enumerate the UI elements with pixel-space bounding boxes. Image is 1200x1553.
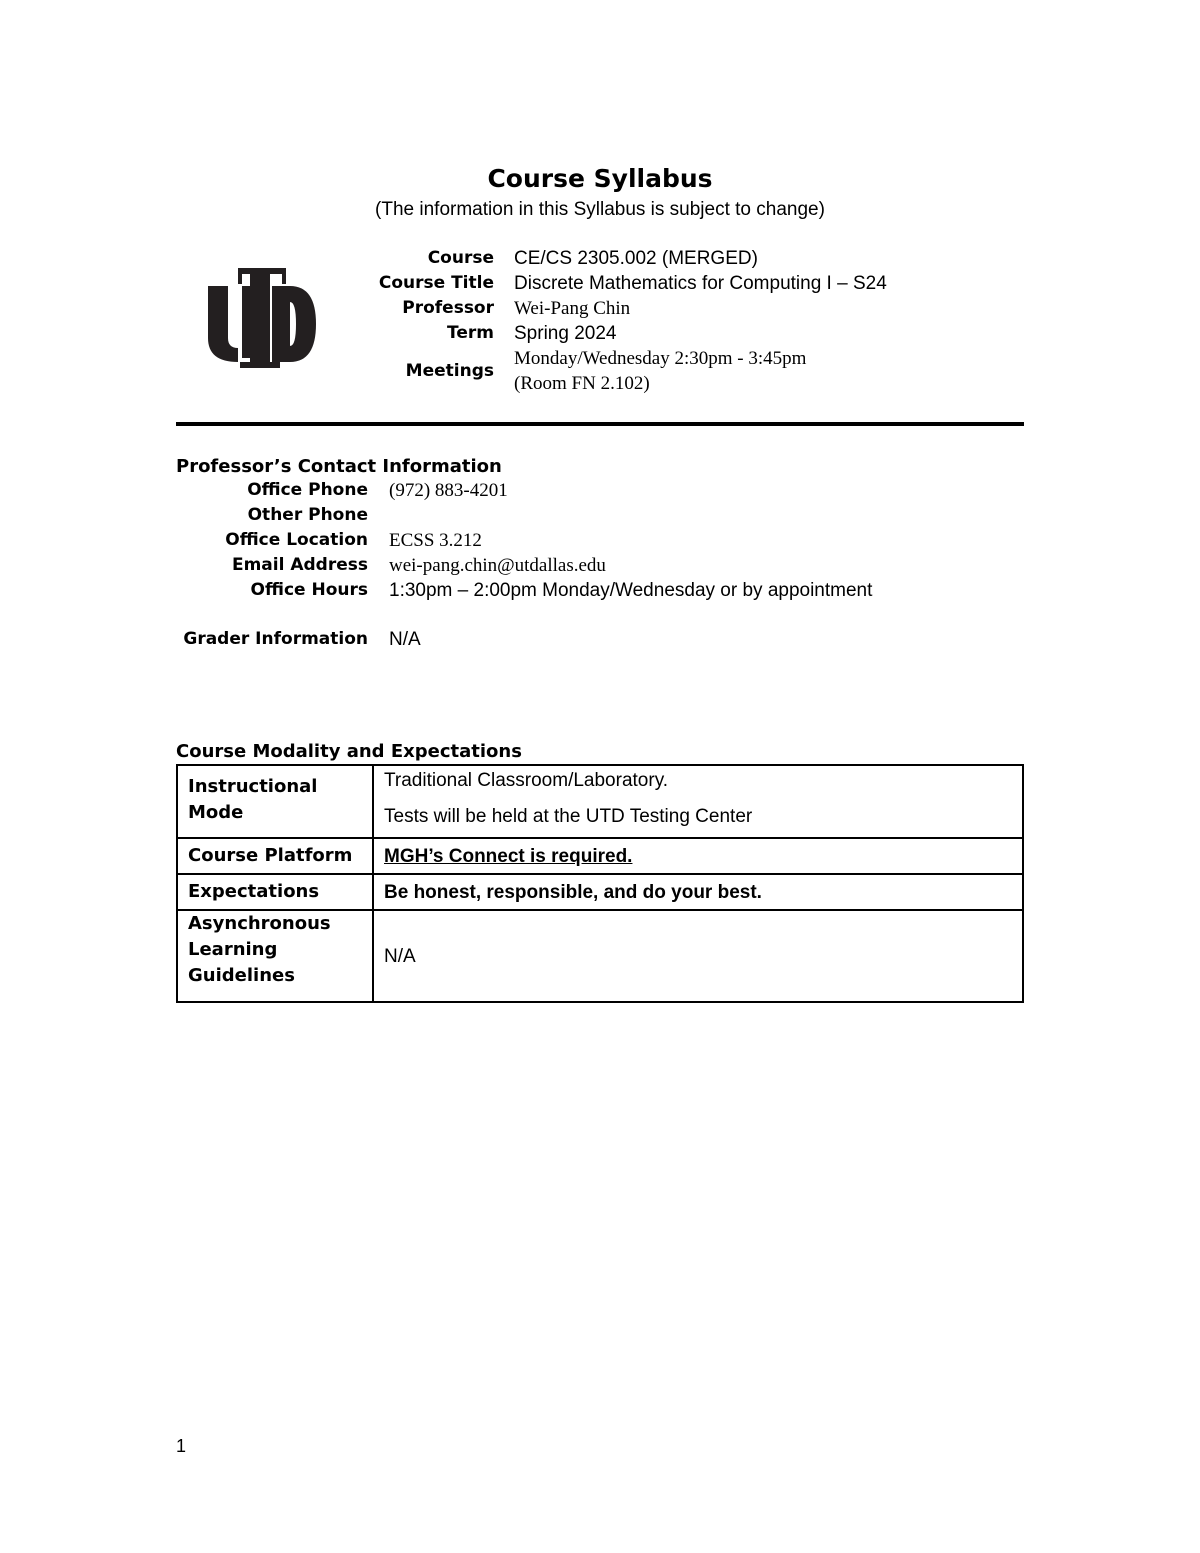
term-value: Spring 2024 — [514, 323, 617, 344]
modality-table — [176, 764, 1024, 1003]
page-number: 1 — [176, 1436, 187, 1456]
table-row — [177, 838, 1023, 874]
office-hours-value: 1:30pm – 2:00pm Monday/Wednesday or by appointment — [389, 580, 873, 601]
meetings-label — [300, 346, 494, 396]
office-location-value: ECSS 3.212 — [389, 530, 482, 551]
expectations-value-cell — [373, 874, 1023, 910]
office-phone-label: Office Phone — [247, 480, 368, 500]
instructional-mode-line1: Traditional Classroom/Laboratory. — [384, 770, 669, 791]
term-label: Term — [447, 323, 494, 343]
course-info-block — [300, 246, 1014, 396]
table-row — [177, 765, 1023, 838]
contact-heading: Professor’s Contact Information — [176, 456, 502, 477]
office-phone-value: (972) 883-4201 — [389, 480, 508, 501]
table-row — [177, 874, 1023, 910]
course-label: Course — [427, 248, 494, 268]
meetings-label-text: Meetings — [405, 360, 494, 381]
contact-block — [176, 478, 989, 603]
table-row — [177, 910, 1023, 1002]
instructional-mode-label: Instructional Mode — [177, 765, 373, 838]
grader-value: N/A — [389, 629, 421, 650]
horizontal-divider — [176, 422, 1024, 426]
page-subtitle: (The information in this Syllabus is subject to change) — [375, 199, 825, 220]
professor-value: Wei-Pang Chin — [514, 298, 631, 319]
other-phone-value — [389, 503, 989, 528]
course-value: CE/CS 2305.002 (MERGED) — [514, 248, 758, 269]
instructional-mode-line2: Tests will be held at the UTD Testing Center — [384, 806, 753, 827]
platform-value-cell — [373, 838, 1023, 874]
async-value: N/A — [373, 910, 1023, 1002]
async-label: Asynchronous Learning Guidelines — [177, 910, 373, 1002]
grader-label: Grader Information — [183, 629, 368, 649]
other-phone-label: Other Phone — [247, 505, 368, 525]
expectations-value: Be honest, responsible, and do your best. — [384, 881, 762, 903]
office-location-label: Office Location — [225, 530, 368, 550]
instructional-mode-value — [373, 765, 1023, 838]
professor-label: Professor — [402, 298, 494, 318]
platform-value: MGH’s Connect is required. — [384, 845, 633, 867]
modality-heading: Course Modality and Expectations — [176, 741, 522, 762]
page-title: Course Syllabus — [487, 164, 713, 193]
meetings-time: Monday/Wednesday 2:30pm - 3:45pm — [514, 348, 807, 369]
email-value[interactable]: wei-pang.chin@utdallas.edu — [389, 555, 606, 576]
platform-label: Course Platform — [177, 838, 373, 874]
email-label: Email Address — [231, 555, 368, 575]
meetings-value — [514, 346, 1014, 396]
course-title-label: Course Title — [378, 273, 494, 293]
office-hours-label: Office Hours — [250, 580, 368, 600]
course-title-value: Discrete Mathematics for Computing I – S24 — [514, 273, 887, 294]
expectations-label: Expectations — [177, 874, 373, 910]
meetings-room: (Room FN 2.102) — [514, 373, 650, 394]
